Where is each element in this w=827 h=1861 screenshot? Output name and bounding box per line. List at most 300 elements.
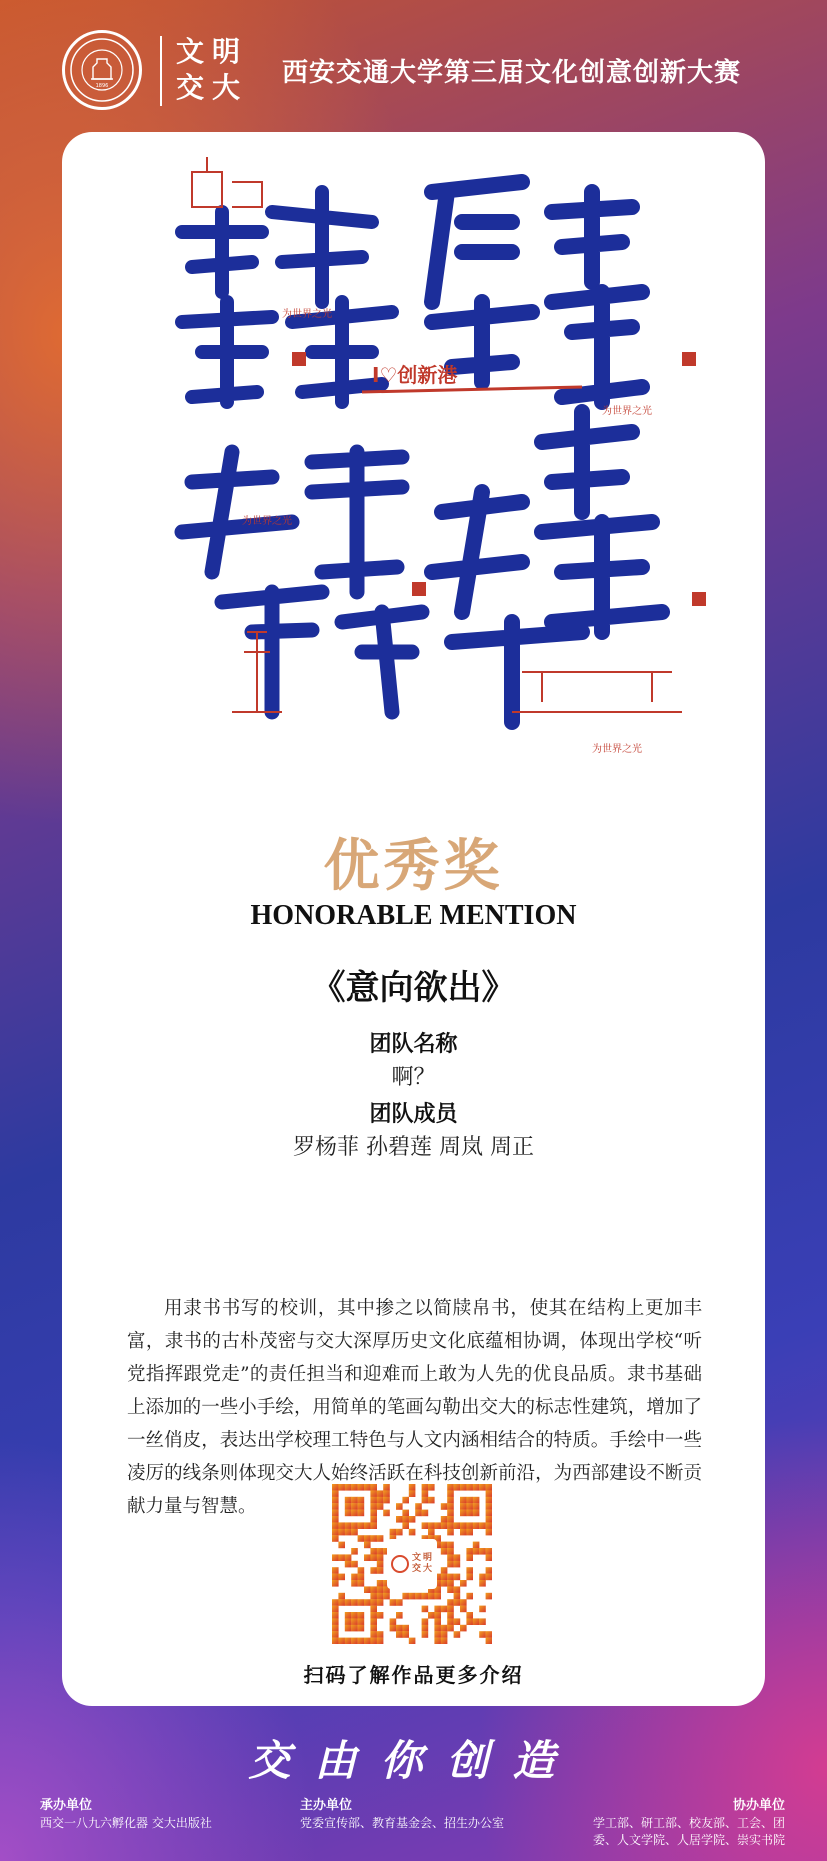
qr-module: [447, 1586, 454, 1593]
qr-module: [422, 1593, 429, 1600]
qr-module: [358, 1618, 365, 1625]
qr-module: [396, 1612, 403, 1619]
qr-module: [473, 1618, 480, 1625]
qr-center-logo: [387, 1539, 437, 1589]
qr-module: [434, 1618, 441, 1625]
qr-module: [466, 1618, 473, 1625]
qr-module: [473, 1503, 480, 1510]
qr-module: [351, 1497, 358, 1504]
qr-module: [473, 1542, 480, 1549]
qr-module: [415, 1503, 422, 1510]
qr-module: [377, 1593, 384, 1600]
qr-module: [351, 1574, 358, 1581]
qr-module: [332, 1599, 339, 1606]
organizer-label: 承办单位: [40, 1798, 93, 1813]
qr-module: [396, 1529, 403, 1536]
qr-module: [364, 1638, 371, 1644]
qr-module: [422, 1631, 429, 1638]
footer-co-organizer: [570, 1797, 785, 1849]
qr-module: [358, 1574, 365, 1581]
qr-module: [422, 1497, 429, 1504]
qr-module: [338, 1484, 345, 1491]
qr-module: [428, 1484, 435, 1491]
qr-module: [332, 1510, 339, 1517]
qr-module: [454, 1554, 461, 1561]
logo-divider: [160, 36, 162, 106]
qr-module: [338, 1529, 345, 1536]
qr-module: [358, 1580, 365, 1587]
qr-module: [396, 1516, 403, 1523]
qr-module: [396, 1625, 403, 1632]
qr-module: [454, 1522, 461, 1529]
svg-text:为世界之光: 为世界之光: [282, 309, 332, 320]
logo-char: 交: [175, 71, 204, 104]
qr-module: [460, 1484, 467, 1491]
qr-module: [351, 1625, 358, 1632]
team-members-value: 罗杨菲 孙碧莲 周岚 周正: [293, 1135, 534, 1160]
qr-module: [396, 1503, 403, 1510]
qr-module: [486, 1510, 492, 1517]
qr-module: [364, 1554, 371, 1561]
qr-module: [358, 1599, 365, 1606]
qr-code[interactable]: [332, 1484, 492, 1644]
qr-module: [473, 1497, 480, 1504]
qr-module: [370, 1593, 377, 1600]
qr-module: [332, 1490, 339, 1497]
organizer-text: 西交一八九六孵化器 交大出版社: [40, 1816, 212, 1830]
qr-module: [486, 1574, 492, 1581]
qr-module: [434, 1638, 441, 1644]
qr-module: [402, 1593, 409, 1600]
qr-module: [377, 1535, 384, 1542]
qr-module: [345, 1599, 352, 1606]
qr-module: [370, 1567, 377, 1574]
qr-module: [370, 1510, 377, 1517]
qr-module: [486, 1484, 492, 1491]
contest-title: 西安交通大学第三届文化创意创新大赛: [282, 58, 742, 88]
qr-module: [447, 1618, 454, 1625]
qr-module: [486, 1631, 492, 1638]
qr-module: [486, 1548, 492, 1555]
qr-module: [345, 1638, 352, 1644]
qr-module: [486, 1638, 492, 1644]
qr-module: [332, 1522, 339, 1529]
qr-module: [428, 1497, 435, 1504]
qr-module: [486, 1567, 492, 1574]
qr-module: [422, 1510, 429, 1517]
qr-module: [434, 1631, 441, 1638]
qr-module: [377, 1567, 384, 1574]
qr-module: [441, 1548, 448, 1555]
qr-module: [402, 1510, 409, 1517]
qr-module: [460, 1599, 467, 1606]
qr-logo-char: 交: [411, 1564, 421, 1574]
qr-module: [447, 1625, 454, 1632]
qr-module: [428, 1522, 435, 1529]
qr-module: [364, 1484, 371, 1491]
qr-module: [345, 1561, 352, 1568]
qr-module: [377, 1554, 384, 1561]
qr-module: [358, 1638, 365, 1644]
qr-module: [415, 1510, 422, 1517]
host-text: 党委宣传部、教育基金会、招生办公室: [300, 1816, 505, 1830]
qr-module: [370, 1599, 377, 1606]
qr-module: [332, 1625, 339, 1632]
qr-module: [345, 1529, 352, 1536]
qr-module: [409, 1490, 416, 1497]
qr-logo-char: 大: [422, 1564, 432, 1574]
qr-module: [370, 1638, 377, 1644]
qr-module: [370, 1631, 377, 1638]
qr-module: [377, 1638, 384, 1644]
qr-module: [479, 1522, 486, 1529]
co-organizer-text-1: 学工部、研工部、校友部、工会、团: [592, 1816, 785, 1830]
footer-organizer: [40, 1797, 212, 1832]
qr-module: [434, 1612, 441, 1619]
qr-module: [486, 1554, 492, 1561]
qr-module: [338, 1542, 345, 1549]
qr-module: [332, 1580, 339, 1587]
qr-module: [332, 1497, 339, 1504]
host-label: 主办单位: [300, 1798, 353, 1813]
qr-module: [338, 1574, 345, 1581]
qr-module: [364, 1586, 371, 1593]
qr-module: [479, 1574, 486, 1581]
qr-module: [479, 1606, 486, 1613]
qr-module: [351, 1529, 358, 1536]
qr-module: [486, 1522, 492, 1529]
qr-module: [441, 1631, 448, 1638]
qr-module: [434, 1606, 441, 1613]
qr-module: [447, 1522, 454, 1529]
qr-module: [466, 1529, 473, 1536]
logo-char: 大: [211, 71, 240, 104]
qr-module: [441, 1516, 448, 1523]
qr-module: [377, 1503, 384, 1510]
qr-module: [332, 1503, 339, 1510]
qr-module: [370, 1548, 377, 1555]
qr-module: [486, 1593, 492, 1600]
qr-module: [345, 1503, 352, 1510]
qr-module: [396, 1631, 403, 1638]
qr-module: [447, 1612, 454, 1619]
qr-module: [447, 1580, 454, 1587]
qr-module: [434, 1522, 441, 1529]
qr-module: [345, 1510, 352, 1517]
qr-module: [466, 1548, 473, 1555]
qr-module: [345, 1618, 352, 1625]
svg-text:为世界之光: 为世界之光: [602, 406, 652, 417]
qr-module: [460, 1522, 467, 1529]
qr-module: [364, 1535, 371, 1542]
qr-module: [332, 1484, 339, 1491]
qr-module: [351, 1510, 358, 1517]
qr-module: [402, 1497, 409, 1504]
qr-module: [338, 1638, 345, 1644]
qr-module: [441, 1574, 448, 1581]
qr-logo-char: 明: [422, 1553, 432, 1563]
qr-module: [447, 1561, 454, 1568]
qr-module: [332, 1606, 339, 1613]
qr-module: [370, 1612, 377, 1619]
qr-module: [345, 1554, 352, 1561]
qr-module: [332, 1618, 339, 1625]
qr-module: [370, 1522, 377, 1529]
qr-module: [466, 1497, 473, 1504]
qr-module: [332, 1529, 339, 1536]
team-name-label: 团队名称: [369, 1031, 458, 1057]
qr-module: [409, 1484, 416, 1491]
qr-module: [473, 1522, 480, 1529]
qr-module: [447, 1542, 454, 1549]
qr-module: [479, 1548, 486, 1555]
qr-caption: 扫码了解作品更多介绍: [303, 1663, 524, 1687]
qr-module: [447, 1484, 454, 1491]
qr-module: [332, 1638, 339, 1644]
award-card: [62, 132, 765, 1706]
qr-module: [370, 1554, 377, 1561]
qr-module: [422, 1625, 429, 1632]
qr-module: [422, 1618, 429, 1625]
qr-module: [428, 1593, 435, 1600]
qr-module: [409, 1593, 416, 1600]
qr-module: [441, 1567, 448, 1574]
qr-module: [364, 1599, 371, 1606]
qr-module: [447, 1497, 454, 1504]
qr-module: [415, 1593, 422, 1600]
qr-module: [358, 1567, 365, 1574]
qr-module: [377, 1612, 384, 1619]
qr-module: [479, 1631, 486, 1638]
qr-module: [377, 1631, 384, 1638]
logo-char: 明: [211, 35, 240, 68]
qr-module: [447, 1606, 454, 1613]
qr-module: [383, 1484, 390, 1491]
qr-module: [383, 1497, 390, 1504]
qr-module: [370, 1586, 377, 1593]
qr-module: [466, 1522, 473, 1529]
qr-module: [454, 1593, 461, 1600]
qr-module: [466, 1593, 473, 1600]
qr-module: [479, 1484, 486, 1491]
qr-module: [351, 1638, 358, 1644]
qr-module: [377, 1561, 384, 1568]
qr-module: [454, 1484, 461, 1491]
qr-module: [466, 1567, 473, 1574]
qr-module: [351, 1612, 358, 1619]
qr-module: [409, 1638, 416, 1644]
team-members-label: 团队成员: [369, 1101, 458, 1127]
qr-module: [466, 1510, 473, 1517]
qr-module: [402, 1625, 409, 1632]
qr-module: [351, 1503, 358, 1510]
qr-module: [332, 1554, 339, 1561]
qr-module: [358, 1510, 365, 1517]
qr-module: [358, 1522, 365, 1529]
qr-module: [422, 1522, 429, 1529]
qr-module: [434, 1625, 441, 1632]
qr-module: [390, 1618, 397, 1625]
qr-module: [479, 1618, 486, 1625]
qr-module: [338, 1593, 345, 1600]
qr-module: [447, 1548, 454, 1555]
qr-module: [441, 1580, 448, 1587]
qr-module: [370, 1497, 377, 1504]
qr-module: [422, 1606, 429, 1613]
calligraphy-artwork: [162, 152, 762, 772]
qr-module: [460, 1503, 467, 1510]
qr-module: [402, 1631, 409, 1638]
qr-module: [434, 1593, 441, 1600]
qr-module: [370, 1516, 377, 1523]
qr-module: [390, 1625, 397, 1632]
qr-module: [473, 1510, 480, 1517]
qr-module: [358, 1612, 365, 1619]
university-seal-logo: [62, 30, 142, 110]
qr-module: [332, 1516, 339, 1523]
svg-text:为世界之光: 为世界之光: [242, 516, 292, 527]
qr-module: [345, 1484, 352, 1491]
qr-module: [338, 1522, 345, 1529]
qr-module: [345, 1522, 352, 1529]
qr-module: [460, 1580, 467, 1587]
qr-module: [466, 1612, 473, 1619]
qr-module: [409, 1529, 416, 1536]
wenming-jiaoda-logo: [172, 34, 244, 106]
qr-module: [422, 1490, 429, 1497]
qr-module: [486, 1516, 492, 1523]
qr-module: [486, 1503, 492, 1510]
qr-module: [486, 1529, 492, 1536]
qr-module: [441, 1542, 448, 1549]
qr-module: [370, 1490, 377, 1497]
qr-module: [466, 1484, 473, 1491]
qr-module: [454, 1599, 461, 1606]
qr-module: [466, 1503, 473, 1510]
qr-module: [473, 1484, 480, 1491]
qr-module: [332, 1612, 339, 1619]
qr-module: [447, 1503, 454, 1510]
qr-module: [358, 1484, 365, 1491]
qr-module: [358, 1535, 365, 1542]
qr-module: [351, 1561, 358, 1568]
qr-module: [486, 1490, 492, 1497]
qr-module: [447, 1510, 454, 1517]
qr-module: [364, 1522, 371, 1529]
qr-module: [370, 1535, 377, 1542]
award-title-cn: 优秀奖: [323, 834, 504, 899]
qr-module: [338, 1599, 345, 1606]
svg-text:1896: 1896: [95, 83, 109, 89]
qr-module: [454, 1574, 461, 1581]
qr-module: [383, 1490, 390, 1497]
qr-module: [466, 1574, 473, 1581]
qr-module: [358, 1503, 365, 1510]
qr-module: [351, 1618, 358, 1625]
qr-module: [441, 1638, 448, 1644]
qr-module: [351, 1580, 358, 1587]
qr-module: [447, 1599, 454, 1606]
qr-module: [332, 1574, 339, 1581]
qr-module: [460, 1529, 467, 1536]
qr-module: [460, 1625, 467, 1632]
qr-module: [428, 1529, 435, 1536]
award-title-en: HONORABLE MENTION: [250, 900, 577, 931]
qr-module: [454, 1561, 461, 1568]
qr-module: [370, 1625, 377, 1632]
qr-module: [351, 1599, 358, 1606]
header: [0, 0, 827, 130]
qr-module: [460, 1510, 467, 1517]
qr-module: [377, 1599, 384, 1606]
qr-module: [332, 1567, 339, 1574]
work-description: 用隶书书写的校训，其中掺之以简牍帛书，使其在结构上更加丰富，隶书的古朴茂密与交大深厚历史文化底蕴相协调，体现出学校“听党指挥跟党走”的责任担当和迎难而上敢为人先的优良品质。隶书基础上添加的一些小手绘，用简单的笔画勾勒出交大的标志性建筑，增加了一丝俏皮，表达出学校理工特色与人文内涵相结合的特质。手绘中一些凌厉的线条则体现交大人始终活跃在科技创新前沿，为西部建设不断贡献力量与智慧。: [127, 1298, 702, 1517]
qr-module: [466, 1554, 473, 1561]
qr-module: [345, 1612, 352, 1619]
qr-module: [441, 1606, 448, 1613]
co-organizer-label: 协办单位: [732, 1798, 785, 1813]
qr-module: [338, 1554, 345, 1561]
qr-module: [447, 1516, 454, 1523]
qr-module: [390, 1529, 397, 1536]
qr-module: [460, 1606, 467, 1613]
svg-text:为世界之光: 为世界之光: [592, 744, 642, 755]
qr-module: [351, 1522, 358, 1529]
qr-module: [486, 1497, 492, 1504]
qr-module: [428, 1612, 435, 1619]
qr-module: [447, 1554, 454, 1561]
qr-module: [390, 1599, 397, 1606]
logo-char: 文: [175, 35, 204, 68]
qr-module: [377, 1580, 384, 1587]
qr-module: [370, 1484, 377, 1491]
footer-host: [300, 1797, 504, 1832]
qr-module: [479, 1580, 486, 1587]
qr-module: [345, 1497, 352, 1504]
qr-module: [402, 1516, 409, 1523]
work-title: 《意向欲出》: [311, 968, 516, 1008]
qr-module: [383, 1593, 390, 1600]
qr-seal-icon: [391, 1555, 409, 1573]
qr-module: [441, 1503, 448, 1510]
qr-module: [332, 1535, 339, 1542]
qr-module: [447, 1529, 454, 1536]
qr-module: [447, 1574, 454, 1581]
qr-module: [422, 1484, 429, 1491]
qr-module: [441, 1625, 448, 1632]
qr-module: [332, 1631, 339, 1638]
co-organizer-text-2: 委、人文学院、人居学院、崇实书院: [592, 1833, 785, 1847]
svg-text:I♡创新港: I♡创新港: [372, 363, 458, 387]
qr-module: [454, 1618, 461, 1625]
team-name-value: 啊？: [391, 1065, 436, 1090]
slogan: 交由你创造: [248, 1736, 579, 1785]
qr-module: [441, 1522, 448, 1529]
qr-module: [370, 1503, 377, 1510]
qr-module: [358, 1497, 365, 1504]
qr-module: [370, 1606, 377, 1613]
qr-module: [377, 1586, 384, 1593]
qr-module: [454, 1631, 461, 1638]
qr-module: [358, 1625, 365, 1632]
qr-module: [473, 1548, 480, 1555]
qr-module: [345, 1625, 352, 1632]
qr-module: [351, 1484, 358, 1491]
qr-module: [409, 1516, 416, 1523]
qr-module: [377, 1548, 384, 1555]
qr-module: [370, 1618, 377, 1625]
qr-module: [447, 1490, 454, 1497]
